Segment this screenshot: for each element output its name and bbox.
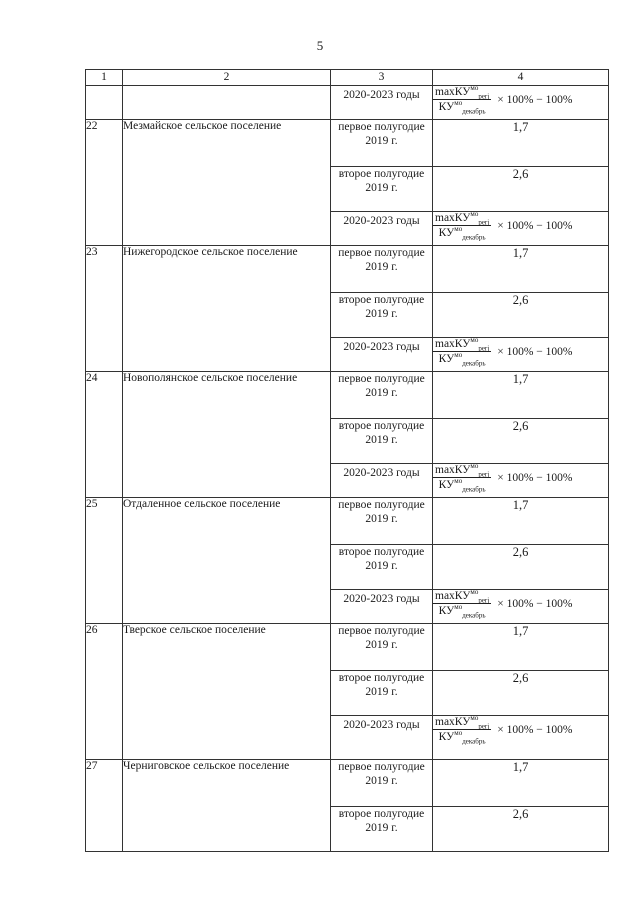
formula-numerator: maxКУ$^{мо}_{perj}$	[435, 714, 490, 731]
value-cell: 1,7	[433, 498, 609, 545]
formula-fraction	[433, 462, 491, 494]
formula-fraction	[433, 714, 491, 746]
row-number: 23	[86, 246, 123, 372]
row-number: 25	[86, 498, 123, 624]
period-cell: второе полугодие 2019 г.	[331, 419, 433, 464]
table-row	[86, 372, 609, 419]
formula-denominator: $КУ^{мо}_{декабрь}$	[438, 729, 486, 746]
header-col-2: 2	[123, 70, 331, 86]
period-cell: второе полугодие 2019 г.	[331, 293, 433, 338]
table-row	[86, 246, 609, 293]
period-cell: 2020-2023 годы	[331, 464, 433, 498]
period-cell: второе полугодие 2019 г.	[331, 545, 433, 590]
formula-numerator: maxКУ$^{мо}_{perj}$	[435, 84, 490, 101]
formula-fraction	[433, 336, 491, 368]
row-number: 27	[86, 760, 123, 852]
formula-denominator: $КУ^{мо}_{декабрь}$	[438, 99, 486, 116]
table-body	[86, 86, 609, 852]
value-cell: 2,6	[433, 545, 609, 590]
formula-tail: × 100% − 100%	[497, 345, 573, 358]
settlement-name: Мезмайское сельское поселение	[123, 120, 331, 246]
value-cell: 2,6	[433, 293, 609, 338]
value-cell: 2,6	[433, 167, 609, 212]
value-cell: 1,7	[433, 246, 609, 293]
formula-cell	[433, 338, 609, 372]
formula-cell	[433, 716, 609, 760]
value-cell: 2,6	[433, 419, 609, 464]
value-cell: 1,7	[433, 760, 609, 807]
period-cell: первое полугодие 2019 г.	[331, 760, 433, 807]
formula-cell	[433, 590, 609, 624]
period-cell: первое полугодие 2019 г.	[331, 120, 433, 167]
growth-formula	[433, 462, 608, 494]
formula-denominator: $КУ^{мо}_{декабрь}$	[438, 603, 486, 620]
formula-denominator: $КУ^{мо}_{декабрь}$	[438, 477, 486, 494]
formula-tail: × 100% − 100%	[497, 93, 573, 106]
formula-fraction	[433, 210, 491, 242]
formula-fraction	[433, 588, 491, 620]
period-cell: 2020-2023 годы	[331, 86, 433, 120]
settlement-name: Черниговское сельское поселение	[123, 760, 331, 852]
value-cell: 1,7	[433, 372, 609, 419]
table-row	[86, 120, 609, 167]
formula-tail: × 100% − 100%	[497, 219, 573, 232]
table-header-row	[86, 70, 609, 86]
formula-tail: × 100% − 100%	[497, 471, 573, 484]
formula-denominator: $КУ^{мо}_{декабрь}$	[438, 225, 486, 242]
period-cell: первое полугодие 2019 г.	[331, 372, 433, 419]
formula-cell	[433, 212, 609, 246]
period-cell: 2020-2023 годы	[331, 212, 433, 246]
continuation-name-cell	[123, 86, 331, 120]
continuation-row	[86, 86, 609, 120]
value-cell: 2,6	[433, 671, 609, 716]
period-cell: второе полугодие 2019 г.	[331, 807, 433, 852]
value-cell: 1,7	[433, 624, 609, 671]
growth-formula	[433, 84, 608, 116]
formula-fraction	[433, 84, 491, 116]
settlement-name: Новополянское сельское поселение	[123, 372, 331, 498]
growth-formula	[433, 588, 608, 620]
growth-formula	[433, 210, 608, 242]
value-cell: 1,7	[433, 120, 609, 167]
formula-tail: × 100% − 100%	[497, 723, 573, 736]
row-number: 24	[86, 372, 123, 498]
growth-formula	[433, 714, 608, 746]
period-cell: первое полугодие 2019 г.	[331, 624, 433, 671]
period-cell: 2020-2023 годы	[331, 338, 433, 372]
settlement-name: Отдаленное сельское поселение	[123, 498, 331, 624]
formula-cell	[433, 464, 609, 498]
period-cell: второе полугодие 2019 г.	[331, 167, 433, 212]
row-number: 22	[86, 120, 123, 246]
settlement-name: Нижегородское сельское поселение	[123, 246, 331, 372]
header-col-3: 3	[331, 70, 433, 86]
period-cell: 2020-2023 годы	[331, 716, 433, 760]
table-row	[86, 624, 609, 671]
page-number: 5	[316, 38, 324, 53]
period-cell: первое полугодие 2019 г.	[331, 498, 433, 545]
period-cell: второе полугодие 2019 г.	[331, 671, 433, 716]
header-col-4: 4	[433, 70, 609, 86]
value-cell: 2,6	[433, 807, 609, 852]
continuation-num-cell	[86, 86, 123, 120]
period-cell: 2020-2023 годы	[331, 590, 433, 624]
formula-tail: × 100% − 100%	[497, 597, 573, 610]
formula-denominator: $КУ^{мо}_{декабрь}$	[438, 351, 486, 368]
coefficient-table	[85, 69, 609, 852]
formula-numerator: maxКУ$^{мо}_{perj}$	[435, 336, 490, 353]
formula-numerator: maxКУ$^{мо}_{perj}$	[435, 588, 490, 605]
formula-numerator: maxКУ$^{мо}_{perj}$	[435, 210, 490, 227]
settlement-name: Тверское сельское поселение	[123, 624, 331, 760]
table-row	[86, 760, 609, 807]
growth-formula	[433, 336, 608, 368]
row-number: 26	[86, 624, 123, 760]
formula-cell	[433, 86, 609, 120]
table-row	[86, 498, 609, 545]
formula-numerator: maxКУ$^{мо}_{perj}$	[435, 462, 490, 479]
period-cell: первое полугодие 2019 г.	[331, 246, 433, 293]
header-col-1: 1	[86, 70, 123, 86]
